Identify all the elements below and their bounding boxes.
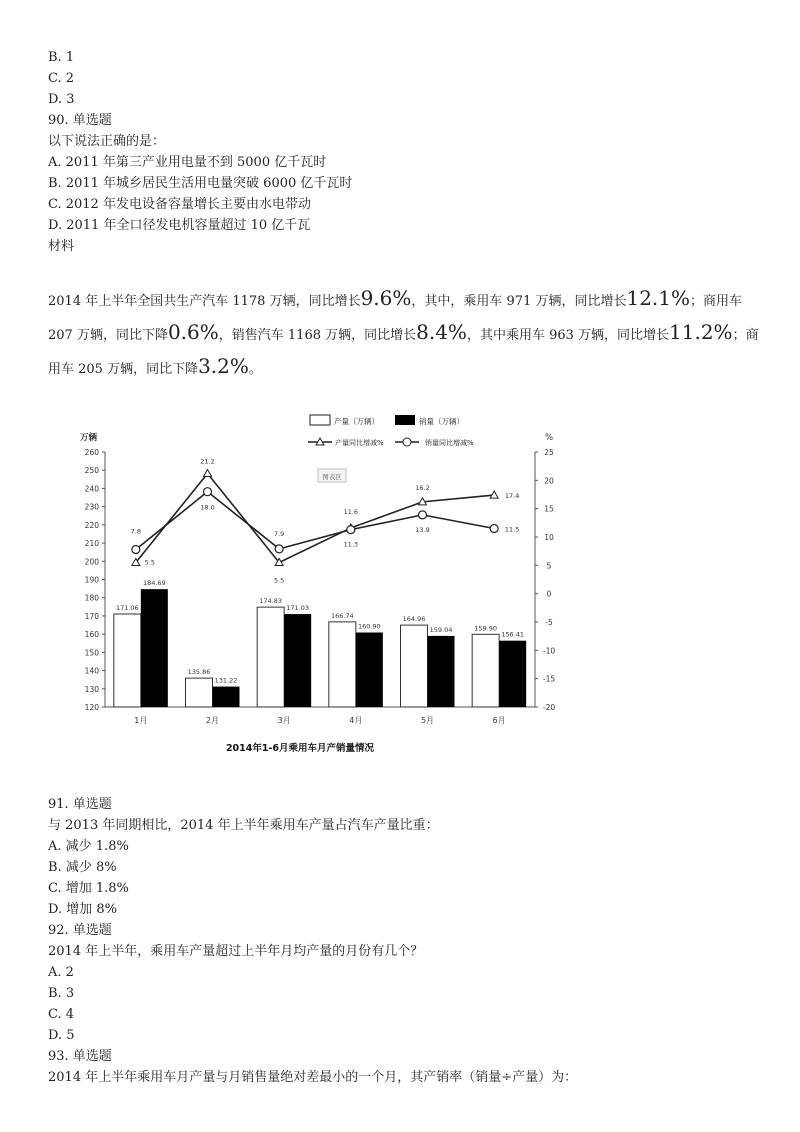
q92-stem: 2014 年上半年，乘用车产量超过上半年月均产量的月份有几个？ (48, 944, 424, 959)
q92-option-a: A. 2 (48, 965, 74, 980)
legend-sales-growth-label: 销量同比增减% (425, 439, 474, 447)
sales-growth-marker (419, 511, 427, 519)
production-bar-label: 171.06 (115, 603, 139, 612)
left-tick-label: 250 (84, 466, 99, 476)
material-paragraph (48, 283, 760, 385)
production-bar-label: 135.86 (187, 668, 211, 677)
q90-label: 90. 单选题 (48, 113, 112, 128)
right-tick-label: 25 (544, 448, 554, 457)
sales-bar-label: 184.69 (142, 579, 166, 588)
right-tick-label: 10 (544, 533, 554, 542)
option-c: C. 2 (48, 71, 75, 86)
q93-label: 93. 单选题 (48, 1049, 112, 1064)
right-tick-label: -15 (542, 674, 556, 684)
sales-growth-label: 7.9 (273, 529, 285, 538)
q91-stem: 与 2013 年同期相比，2014 年上半年乘用车产量占汽车产量比重： (48, 818, 439, 833)
legend-sales-growth-marker (403, 438, 411, 446)
q90-stem: 以下说法正确的是： (48, 134, 166, 149)
material-percent: 9.6% (360, 286, 412, 310)
sales-bar-label: 156.41 (501, 630, 525, 639)
sales-growth-label: 7.8 (130, 527, 142, 536)
production-bar (329, 622, 356, 707)
legend-sales-swatch (395, 415, 415, 425)
q92-option-c: C. 4 (48, 1007, 75, 1022)
left-tick-label: 260 (84, 448, 99, 457)
sales-growth-label: 11.5 (504, 525, 520, 534)
left-tick-label: 190 (84, 575, 99, 585)
production-growth-label: 21.2 (200, 457, 215, 466)
sales-bar (141, 589, 168, 707)
q91-label: 91. 单选题 (48, 797, 112, 812)
legend-production-label: 产量（万辆） (334, 417, 379, 426)
left-tick-label: 180 (84, 593, 99, 603)
legend-sales-label: 销量（万辆） (419, 417, 464, 426)
production-growth-label: 11.6 (343, 507, 359, 516)
option-d: D. 3 (48, 92, 75, 107)
sales-growth-label: 13.9 (415, 525, 430, 534)
x-tick-label: 3月 (277, 716, 291, 725)
production-bar-label: 166.74 (330, 611, 354, 620)
q92-option-b: B. 3 (48, 986, 75, 1001)
q92-option-d: D. 5 (48, 1028, 75, 1043)
right-tick-label: 20 (544, 476, 554, 486)
sales-growth-label: 11.3 (343, 540, 359, 549)
legend-production-swatch (310, 415, 330, 425)
sales-bar-label: 160.90 (357, 622, 381, 631)
q91-option-d: D. 增加 8% (48, 902, 117, 917)
sales-bar (356, 633, 383, 707)
production-growth-marker (204, 470, 212, 477)
left-tick-label: 210 (84, 539, 99, 549)
right-axis-label: % (545, 433, 554, 443)
x-tick-label: 4月 (349, 716, 363, 725)
x-tick-label: 1月 (134, 716, 148, 725)
material-text: ，其中，乘用车 971 万辆，同比增长 (411, 294, 627, 309)
left-tick-label: 160 (84, 630, 99, 640)
material-percent: 0.6% (167, 320, 219, 344)
sales-bar-label: 171.03 (286, 604, 310, 613)
material-percent: 11.2% (669, 320, 733, 344)
option-b: B. 1 (48, 50, 75, 65)
q92-label: 92. 单选题 (48, 923, 112, 938)
production-growth-label: 16.2 (415, 483, 430, 492)
sales-growth-label: 18.0 (200, 503, 215, 512)
material-percent: 3.2% (198, 354, 249, 378)
left-tick-label: 230 (84, 502, 99, 512)
material-percent: 8.4% (416, 320, 467, 344)
x-tick-label: 5月 (420, 716, 435, 725)
material-text: 。 (248, 362, 262, 377)
q91-option-b: B. 减少 8% (48, 860, 117, 875)
x-tick-label: 6月 (492, 716, 506, 725)
q90-option-a: A. 2011 年第三产业用电量不到 5000 亿千瓦时 (48, 155, 327, 170)
production-bar-label: 174.83 (259, 597, 283, 606)
material-text: 2014 年上半年全国共生产汽车 1178 万辆，同比增长 (48, 294, 361, 309)
material-text: ，其中乘用车 963 万辆，同比增长 (466, 328, 670, 343)
left-tick-label: 240 (84, 484, 99, 494)
sales-growth-marker (204, 488, 212, 496)
sales-bar-label: 131.22 (214, 676, 238, 685)
production-sales-chart (60, 405, 590, 755)
material-text: ；商用车 205 万辆，同比下降 (48, 328, 759, 377)
left-tick-label: 120 (84, 703, 99, 712)
production-growth-label: 5.5 (273, 576, 285, 585)
right-tick-label: 5 (546, 561, 552, 571)
production-bar-label: 164.96 (402, 615, 426, 624)
left-tick-label: 220 (84, 520, 99, 530)
sales-bar-label: 159.04 (429, 625, 453, 634)
production-growth-label: 5.5 (144, 558, 156, 567)
left-tick-label: 150 (84, 648, 99, 658)
q90-option-b: B. 2011 年城乡居民生活用电量突破 6000 亿千瓦时 (48, 176, 353, 191)
sales-bar (499, 641, 526, 707)
sales-bar (284, 614, 311, 707)
sales-growth-marker (347, 526, 355, 534)
sales-bar (428, 636, 455, 707)
right-tick-label: 15 (544, 504, 554, 514)
production-bar-label: 159.90 (474, 624, 498, 633)
production-growth-label: 17.4 (504, 492, 520, 501)
q93-stem: 2014 年上半年乘用车月产量与月销售量绝对差最小的一个月，其产销率（销量÷产量）为： (48, 1070, 578, 1085)
legend-production-growth-label: 产量同比增减% (335, 439, 384, 447)
sales-bar (213, 687, 240, 707)
right-tick-label: -20 (542, 703, 556, 712)
material-text: ；商用车 207 万辆，同比下降 (48, 294, 743, 343)
left-axis-label: 万辆 (80, 433, 98, 443)
right-tick-label: 0 (546, 589, 552, 599)
material-text: ，销售汽车 1168 万辆，同比增长 (218, 328, 417, 343)
sales-growth-marker (490, 525, 498, 533)
production-bar (186, 678, 213, 707)
production-bar (401, 625, 428, 707)
material-percent: 12.1% (626, 286, 691, 310)
production-bar (472, 634, 499, 707)
production-bar (257, 607, 284, 707)
plot-area-tag-text: 图表区 (322, 473, 342, 481)
q91-option-a: A. 减少 1.8% (48, 839, 129, 854)
chart-title: 2014年1-6月乘用车月产销量情况 (225, 743, 375, 754)
right-tick-label: -5 (545, 618, 553, 627)
left-tick-label: 200 (84, 557, 99, 567)
left-tick-label: 170 (84, 611, 99, 621)
sales-growth-marker (132, 545, 140, 553)
x-tick-label: 2月 (205, 716, 220, 725)
left-tick-label: 130 (84, 684, 99, 694)
q90-option-c: C. 2012 年发电设备容量增长主要由水电带动 (48, 197, 311, 212)
left-tick-label: 140 (84, 666, 99, 676)
q91-option-c: C. 增加 1.8% (48, 881, 129, 896)
q90-option-d: D. 2011 年全口径发电机容量超过 10 亿千瓦 (48, 218, 311, 233)
right-tick-label: -10 (542, 646, 556, 656)
production-bar (114, 614, 141, 707)
material-label: 材料 (48, 239, 75, 254)
sales-growth-marker (275, 545, 283, 553)
